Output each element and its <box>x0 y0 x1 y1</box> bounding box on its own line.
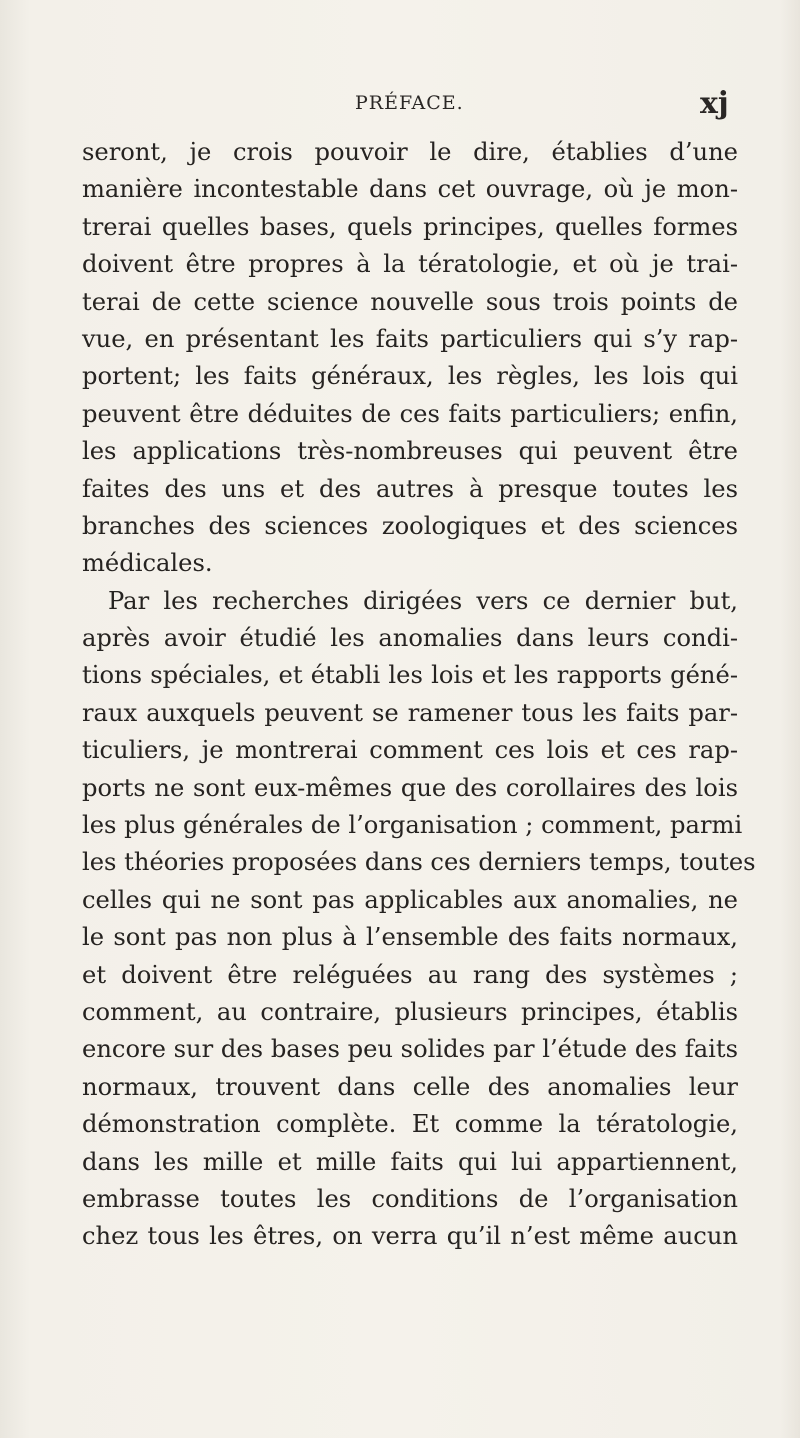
text-line: trerai quelles bases, quels principes, quelles formes <box>82 212 738 241</box>
running-title: PRÉFACE. <box>355 92 464 114</box>
text-line: et doivent être reléguées au rang des systèmes ; <box>82 960 738 989</box>
text-line: normaux, trouvent dans celle des anomalies leur <box>82 1072 738 1101</box>
text-line: comment, au contraire, plusieurs principes, établis <box>82 997 738 1026</box>
text-line: médicales. <box>82 549 213 578</box>
text-line: portent; les faits généraux, les règles, les lois qui <box>82 362 738 391</box>
text-line: doivent être propres à la tératologie, et où je trai- <box>82 250 738 279</box>
text-line: Par les recherches dirigées vers ce dernier but, <box>108 586 738 615</box>
text-line: terai de cette science nouvelle sous trois points de <box>82 287 738 316</box>
text-line: ticuliers, je montrerai comment ces lois et ces rap- <box>82 736 738 765</box>
text-line: peuvent être déduites de ces faits particuliers; enfin, <box>82 399 738 428</box>
text-line: dans les mille et mille faits qui lui appartiennent, <box>82 1147 738 1176</box>
text-line: branches des sciences zoologiques et des sciences <box>82 511 738 540</box>
text-line: faites des uns et des autres à presque toutes les <box>82 474 738 503</box>
text-line: après avoir étudié les anomalies dans leurs condi- <box>82 624 738 653</box>
text-line: les plus générales de l’organisation ; comment, parmi <box>82 811 743 840</box>
text-line: ports ne sont eux-mêmes que des corollaires des lois <box>82 773 738 802</box>
text-line: chez tous les êtres, on verra qu’il n’est même aucun <box>82 1222 738 1251</box>
text-line: manière incontestable dans cet ouvrage, où je mon- <box>82 175 738 204</box>
text-line: encore sur des bases peu solides par l’étude des faits <box>82 1035 738 1064</box>
text-line: vue, en présentant les faits particuliers qui s’y rap- <box>82 324 738 353</box>
text-line: tions spéciales, et établi les lois et les rapports géné- <box>82 661 738 690</box>
text-line: démonstration complète. Et comme la tératologie, <box>82 1110 738 1139</box>
text-line: le sont pas non plus à l’ensemble des faits normaux, <box>82 923 738 952</box>
text-line: seront, je crois pouvoir le dire, établies d’une <box>82 138 738 166</box>
text-line: les applications très-nombreuses qui peuvent être <box>82 437 738 466</box>
page-header <box>0 86 800 126</box>
text-line: les théories proposées dans ces derniers temps, toutes <box>82 848 756 877</box>
text-line: celles qui ne sont pas applicables aux anomalies, ne <box>82 885 738 914</box>
page-number: xj <box>700 86 729 121</box>
body-text <box>82 134 756 1256</box>
text-line: embrasse toutes les conditions de l’organisation <box>82 1184 738 1213</box>
text-line: raux auxquels peuvent se ramener tous les faits par- <box>82 698 738 727</box>
